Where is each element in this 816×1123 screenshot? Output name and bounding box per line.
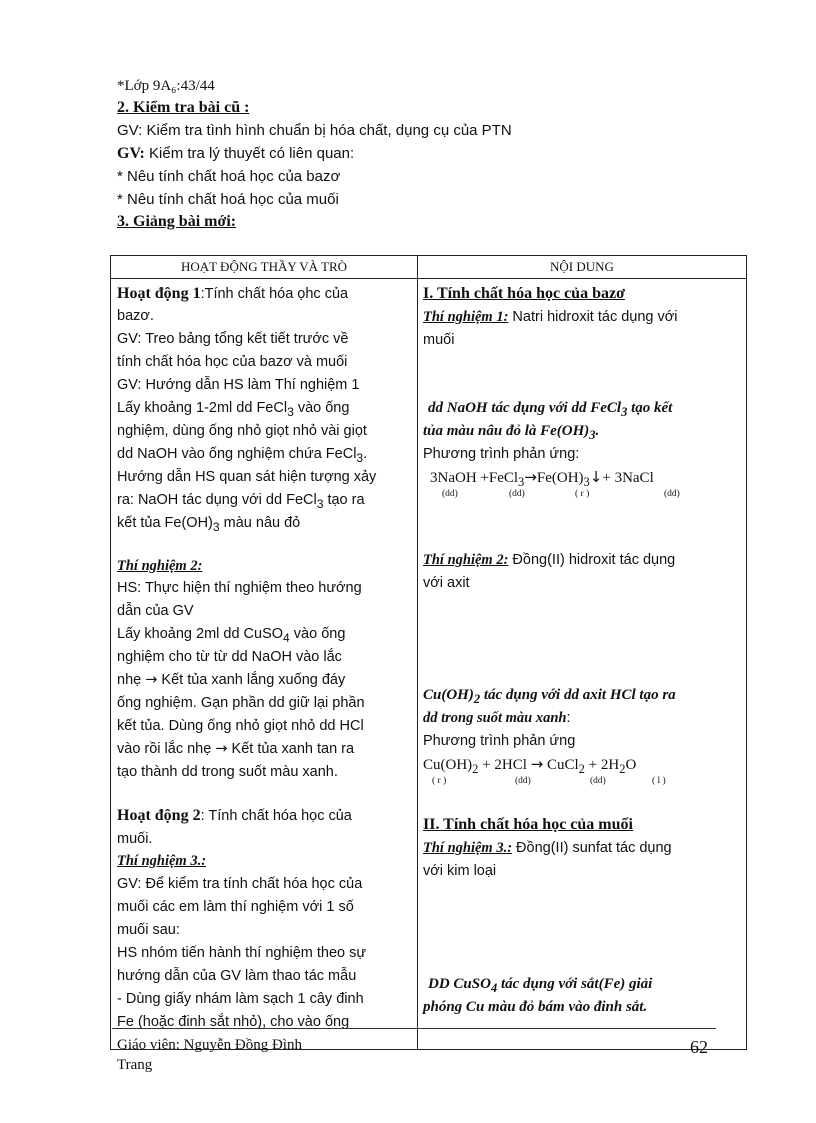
gv-salt-line-3: muối sau: [117, 922, 180, 938]
procedure-2-line-3: nhẹ → Kết tủa xanh lắng xuống đáy [117, 672, 346, 688]
activity-1-line: Hoạt động 1:Tính chất hóa ọhc của [117, 285, 349, 302]
experiment-3-line: Thí nghiệm 3.: Đồng(II) sunfat tác dụng [423, 840, 672, 856]
state-label: (dd) [442, 489, 458, 499]
experiment-1-cont: muối [423, 332, 455, 348]
procedure-1-line-2: nghiệm, dùng ống nhỏ giọt nhỏ vài giọt [117, 423, 367, 439]
equation-1-label: Phương trình phản ứng: [423, 446, 580, 462]
state-label: (dd) [590, 776, 606, 786]
experiment-1-line: Thí nghiệm 1: Natri hidroxit tác dụng với [423, 309, 678, 325]
state-label: (dd) [509, 489, 525, 499]
experiment-3-title: Thí nghiệm 3.: [117, 853, 207, 869]
gv-review-cont: tính chất hóa học của bazơ và muối [117, 354, 348, 370]
header-content: NỘI DUNG [418, 256, 747, 279]
procedure-1-line-3: dd NaOH vào ống nghiệm chứa FeCl$_3$. [117, 446, 368, 465]
equation-2: $Cu(OH)_2 + 2HCl$ → CuCl$_2$ + $2H_2O$ [423, 755, 637, 776]
lesson-table [110, 255, 747, 1050]
observation-3-line-1: DD CuSO$_4$ tác dụng với sắt(Fe) giải [428, 976, 653, 995]
page-number: 62 [690, 1037, 708, 1057]
observe-line-1: Hướng dẫn HS quan sát hiện tượng xảy [117, 469, 377, 485]
section-base-heading: I. Tính chất hóa học của bazơ [423, 285, 625, 302]
state-label: ( r ) [432, 776, 447, 786]
state-label: ( r ) [575, 489, 590, 499]
gv-review-line: GV: Treo bảng tổng kết tiết trước về [117, 331, 349, 347]
experiment-2-line: Thí nghiệm 2: Đồng(II) hidroxit tác dụng [423, 552, 676, 568]
activities-column [111, 279, 418, 1050]
procedure-2-line-2: nghiệm cho từ từ dd NaOH vào lắc [117, 649, 342, 665]
observation-1-line-2: tủa màu nâu đỏ là $Fe(OH)_3$. [423, 423, 600, 442]
observation-1-line-1: dd NaOH tác dụng với dd FeCl$_3$ tạo kết [428, 400, 673, 419]
footer-rule [112, 1028, 716, 1029]
procedure-2-line-1: Lấy khoảng 2ml dd CuSO$_4$ vào ống [117, 626, 346, 645]
gv-check-line: GV: Kiểm tra tình hình chuẩn bị hóa chất, dụng cụ của PTN [117, 122, 512, 139]
section-3-heading: 3. Giảng bài mới: [117, 213, 237, 230]
observe-line-2: ra: NaOH tác dụng với dd FeCl$_3$ tạo ra [117, 492, 365, 511]
arrow-icon: → [530, 755, 544, 773]
arrow-icon: → [524, 468, 537, 486]
footer-teacher-cont: Trang [117, 1057, 153, 1073]
state-label: (dd) [515, 776, 531, 786]
section-salt-heading: II. Tính chất hóa học của muối [423, 816, 633, 833]
question-salt: * Nêu tính chất hoá học của muối [117, 191, 339, 208]
activity-1-cont: bazơ. [117, 308, 154, 324]
arrow-icon: → [215, 741, 228, 757]
class-line: *Lớp 9A₆:43/44 [117, 78, 215, 94]
equation-1: 3NaOH $+FeCl_3\to Fe(OH)_3↓+$ 3NaCl [430, 468, 654, 489]
hs-group-line-2: hướng dẫn của GV làm thao tác mẫu [117, 968, 357, 984]
procedure-2-line-5: kết tủa. Dùng ống nhỏ giọt nhỏ dd HCl [117, 718, 364, 734]
observation-2-line-1: $Cu(OH)_2$ tác dụng với dd axit HCl tạo ra [423, 687, 676, 706]
experiment-3-cont: với kim loại [423, 863, 497, 879]
experiment-2-cont: với axit [423, 575, 470, 591]
hs-group-line-1: HS nhóm tiến hành thí nghiệm theo sự [117, 945, 367, 961]
gv-guide-line: GV: Hướng dẫn HS làm Thí nghiệm 1 [117, 377, 360, 393]
hs-perform-line: HS: Thực hiện thí nghiệm theo hướng [117, 580, 362, 596]
observe-line-3: kết tủa $Fe(OH)_3$ màu nâu đỏ [117, 515, 301, 534]
gv-theory-line: GV: Kiểm tra lý thuyết có liên quan: [117, 145, 355, 162]
procedure-2-line-7: tạo thành dd trong suốt màu xanh. [117, 764, 338, 780]
gv-salt-line-1: GV: Để kiểm tra tính chất hóa học của [117, 876, 363, 892]
procedure-2-line-4: ống nghiệm. Gạn phần dd giữ lại phần [117, 695, 365, 711]
hs-perform-cont: dẫn của GV [117, 603, 194, 619]
gv-salt-line-2: muối các em làm thí nghiệm với 1 số [117, 899, 354, 915]
content-column [418, 279, 747, 1050]
state-label: (dd) [664, 489, 680, 499]
footer-teacher: Giáo viên: Nguyễn Đồng Đình [117, 1037, 302, 1053]
procedure-1-line: Lấy khoảng 1-2ml dd FeCl$_3$ vào ống [117, 400, 350, 419]
header-activities: HOẠT ĐỘNG THẦY VÀ TRÒ [111, 256, 418, 279]
down-arrow-icon: ↓ [589, 468, 603, 486]
procedure-2-line-6: vào rồi lắc nhẹ → Kết tủa xanh tan ra [117, 741, 355, 757]
procedure-3-line-2: Fe (hoặc đinh sắt nhỏ), cho vào ống [117, 1014, 350, 1030]
equation-2-label: Phương trình phản ứng [423, 733, 576, 749]
experiment-2-title: Thí nghiệm 2: [117, 558, 203, 574]
observation-3-line-2: phóng Cu màu đỏ bám vào đinh sắt. [423, 999, 648, 1015]
activity-2-line: Hoạt động 2: Tính chất hóa học của [117, 807, 352, 824]
question-base: * Nêu tính chất hoá học của bazơ [117, 168, 341, 185]
state-label: ( l ) [652, 776, 666, 786]
observation-2-line-2: dd trong suốt màu xanh: [423, 710, 571, 726]
section-2-heading: 2. Kiểm tra bài cũ : [117, 99, 250, 116]
activity-2-cont: muối. [117, 831, 153, 847]
arrow-icon: → [145, 672, 158, 688]
procedure-3-line-1: - Dùng giấy nhám làm sạch 1 cây đinh [117, 991, 364, 1007]
